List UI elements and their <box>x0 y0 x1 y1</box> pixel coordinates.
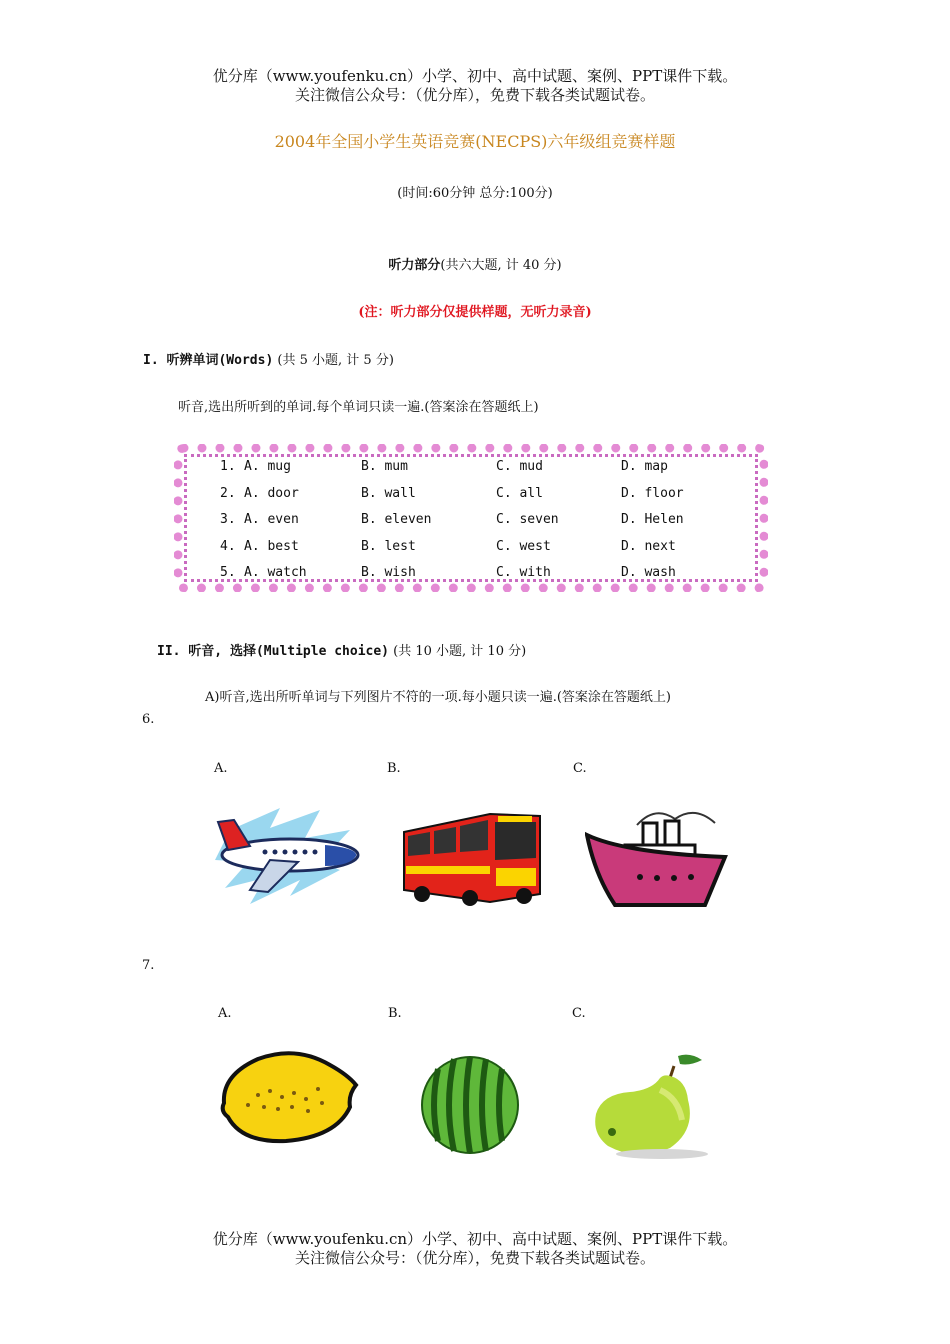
middle-wheel <box>462 890 478 906</box>
row-number: 1. <box>220 459 236 474</box>
pear-body <box>595 1075 690 1154</box>
header-line-2: 关注微信公众号：（优分库），免费下载各类试题试卷。 <box>294 86 655 104</box>
listening-heading-label: 听力部分 <box>388 258 441 273</box>
option-c[interactable]: C. mud <box>496 459 543 474</box>
word-row <box>220 539 760 566</box>
part1-sub: (共 5 小题, 计 5 分) <box>277 353 394 368</box>
q6-option-b-label[interactable]: B. <box>387 761 401 776</box>
q7-option-b-label[interactable]: B. <box>388 1006 402 1021</box>
option-c[interactable]: C. seven <box>496 512 559 527</box>
word-row <box>220 565 760 592</box>
exam-meta: (时间:60分钟 总分:100分) <box>397 186 553 201</box>
rear-wheel <box>414 886 430 902</box>
lemon-image[interactable] <box>218 1045 360 1145</box>
option-d[interactable]: D. next <box>621 538 676 554</box>
row-number: 5. <box>220 565 236 580</box>
listening-heading <box>0 254 950 273</box>
option-d[interactable]: D. wash <box>621 565 676 580</box>
destination-sign <box>498 816 532 822</box>
option-b[interactable]: B. eleven <box>361 512 432 527</box>
part1-instruction: 听音,选出所听到的单词.每个单词只读一遍.(答案涂在答题纸上) <box>178 400 539 415</box>
option-d[interactable]: D. Helen <box>621 512 684 527</box>
option-c[interactable]: C. with <box>496 565 551 580</box>
option-a[interactable]: A. watch <box>244 565 307 580</box>
yellow-stripe <box>406 866 490 874</box>
row-number: 4. <box>220 538 236 554</box>
part2-sub: (共 10 小题, 计 10 分) <box>393 644 527 659</box>
option-d[interactable]: D. floor <box>621 485 684 501</box>
option-a[interactable]: A. even <box>244 512 299 527</box>
part1-title: I. 听辨单词(Words) <box>143 353 274 368</box>
option-b[interactable]: B. mum <box>361 459 408 474</box>
part2-title: II. 听音, 选择(Multiple choice) <box>157 644 390 659</box>
option-c[interactable]: C. west <box>496 538 551 554</box>
option-a[interactable]: A. mug <box>244 459 291 474</box>
listening-note: (注：听力部分仅提供样题，无听力录音) <box>358 305 592 320</box>
option-a[interactable]: A. best <box>244 538 299 554</box>
pear-leaf <box>678 1055 702 1065</box>
option-c[interactable]: C. all <box>496 485 543 501</box>
row-number: 3. <box>220 512 236 527</box>
front-panel <box>496 868 536 886</box>
footer-line-2: 关注微信公众号：（优分库），免费下载各类试题试卷。 <box>294 1249 655 1267</box>
part2-instruction: A)听音,选出所听单词与下列图片不符的一项.每小题只读一遍.(答案涂在答题纸上) <box>205 690 672 705</box>
row-number: 2. <box>220 485 236 501</box>
header-line-1: 优分库（www.youfenku.cn）小学、初中、高中试题、案例、PPT课件下载。 <box>212 67 738 85</box>
q6-option-c-label[interactable]: C. <box>573 761 587 776</box>
pear-shadow <box>616 1149 708 1159</box>
part2-heading <box>157 640 526 659</box>
q7-option-c-label[interactable]: C. <box>572 1006 586 1021</box>
option-d[interactable]: D. map <box>621 459 668 474</box>
option-b[interactable]: B. wish <box>361 565 416 580</box>
windshield <box>495 822 536 860</box>
part1-heading <box>143 349 394 368</box>
word-row <box>220 512 760 539</box>
front-wheel <box>516 888 532 904</box>
question-7-number: 7. <box>142 958 155 973</box>
lemon-body <box>223 1053 356 1141</box>
page-title: 2004年全国小学生英语竞赛(NECPS)六年级组竞赛样题 <box>274 132 676 151</box>
q6-option-a-label[interactable]: A. <box>214 761 228 776</box>
word-row <box>220 486 760 513</box>
option-b[interactable]: B. lest <box>361 538 416 554</box>
q7-option-a-label[interactable]: A. <box>218 1006 232 1021</box>
airplane-image[interactable] <box>210 800 360 912</box>
pear-image[interactable] <box>590 1050 715 1160</box>
pear-blossom-end <box>608 1128 616 1136</box>
word-row <box>220 459 760 486</box>
option-b[interactable]: B. wall <box>361 485 416 501</box>
footer-line-1: 优分库（www.youfenku.cn）小学、初中、高中试题、案例、PPT课件下载。 <box>212 1230 738 1248</box>
bus-image[interactable] <box>400 810 545 908</box>
watermelon-image[interactable] <box>420 1055 520 1155</box>
word-options-table <box>220 459 760 592</box>
option-a[interactable]: A. door <box>244 485 299 501</box>
ship-image[interactable] <box>585 805 733 910</box>
listening-heading-sub: (共六大题, 计 40 分) <box>440 258 562 273</box>
question-6-number: 6. <box>142 712 155 727</box>
